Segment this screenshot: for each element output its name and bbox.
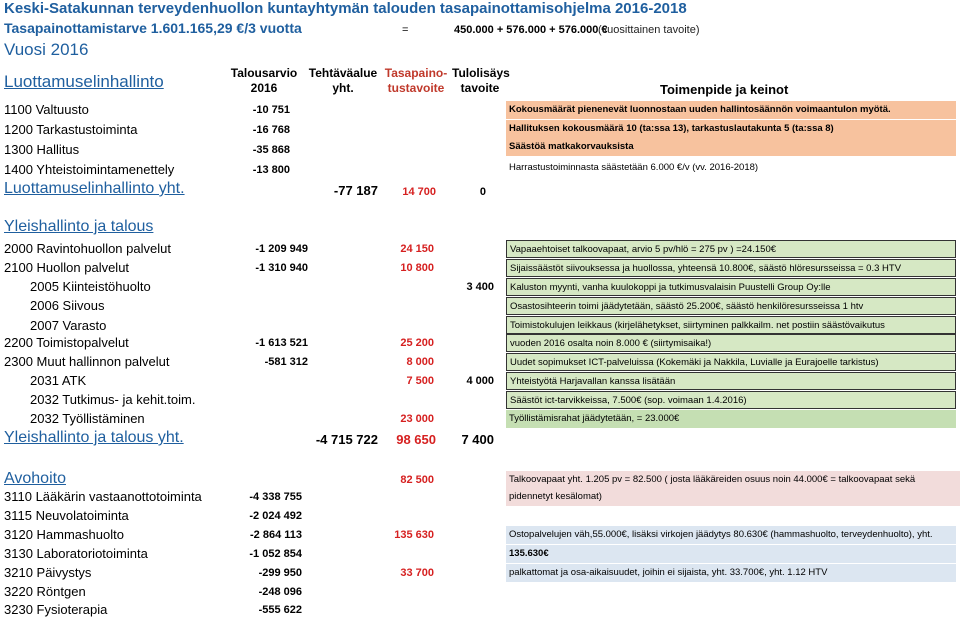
row-label: 3130 Laboratoriotoiminta	[4, 546, 148, 561]
row-budget: -1 209 949	[255, 243, 308, 255]
row-label: 1300 Hallitus	[4, 142, 80, 157]
row-target: 10 800	[400, 262, 434, 274]
row-label: 2032 Tutkimus- ja kehit.toim.	[30, 392, 196, 407]
row-income: 3 400	[466, 281, 494, 293]
section-total-label: Yleishallinto ja talous yht.	[4, 429, 184, 446]
section-title-note: Talkoovapaat yht. 1.205 pv = 82.500 ( josta lääkäreiden osuus noin 44.000€ = talkoovapaat sekä	[506, 471, 960, 489]
row-budget: -16 768	[252, 124, 290, 136]
row-note: Toimistokulujen leikkaus (kirjelähetykset, siirtyminen palkkailm. net postiin säästövaikutus	[506, 316, 956, 334]
row-budget: -299 950	[258, 567, 302, 579]
row-note: Harrastustoiminnasta säästetään 6.000 €/v (vv. 2016-2018)	[509, 162, 759, 173]
header-income: Tulolisäys tavoite	[452, 66, 510, 95]
row-target: 24 150	[400, 243, 434, 255]
equals-sign: =	[402, 24, 409, 36]
row-note: Säästöä matkakorvauksista	[506, 138, 956, 156]
row-note: Kaluston myynti, vanha kuulokoppi ja tutkimusvalaisin Puustelli Group Oy:lle	[506, 278, 956, 296]
row-budget: -1 310 940	[255, 262, 308, 274]
row-budget: -555 622	[258, 604, 302, 616]
row-label: 3210 Päivystys	[4, 565, 92, 580]
section-total-target: 98 650	[396, 432, 436, 447]
row-note: Sijaissäästöt siivouksessa ja huollossa, yhteensä 10.800€, säästö hlöresursseissa = 0.3 HTV	[506, 259, 956, 277]
row-note: Vapaaehtoiset talkoovapaat, arvio 5 pv/hlö = 275 pv ) =24.150€	[506, 240, 956, 258]
row-target: 25 200	[400, 337, 434, 349]
row-note: 135.630€	[506, 545, 956, 563]
header-action: Toimenpide ja keinot	[660, 82, 789, 97]
header-target: Tasapaino-tustavoite	[384, 66, 448, 95]
row-label: 2300 Muut hallinnon palvelut	[4, 354, 170, 369]
row-target: 33 700	[400, 567, 434, 579]
row-label: 3115 Neuvolatoiminta	[4, 508, 129, 523]
row-target: 135 630	[394, 529, 434, 541]
row-label: 2000 Ravintohuollon palvelut	[4, 241, 171, 256]
section-title-yleishallinto: Yleishallinto ja talous	[4, 218, 154, 235]
row-note: vuoden 2016 osalta noin 8.000 € (siirtymisaika!)	[506, 334, 956, 352]
row-budget: -35 868	[252, 144, 290, 156]
row-target: 8 000	[406, 356, 434, 368]
row-budget: -248 096	[258, 586, 302, 598]
section-total-income: 0	[479, 186, 486, 198]
page-title: Keski-Satakunnan terveydenhuollon kuntayhtymän talouden tasapainottamisohjelma 2016-2018	[4, 0, 687, 17]
section-total-area: -4 715 722	[315, 432, 378, 447]
row-label: 2200 Toimistopalvelut	[4, 335, 129, 350]
row-label: 2006 Siivous	[30, 298, 105, 313]
year-title: Vuosi 2016	[4, 40, 89, 59]
row-budget: -2 024 492	[249, 510, 302, 522]
row-label: 2031 ATK	[30, 373, 87, 388]
section-title-luottamus: Luottamuselinhallinto	[4, 72, 164, 91]
header-budget: Talousarvio 2016	[230, 66, 298, 95]
row-budget: -13 800	[252, 164, 290, 176]
row-note: Uudet sopimukset ICT-palveluissa (Kokemäki ja Nakkila, Luvialle ja Eurajoelle tarkistus)	[506, 353, 956, 371]
row-note: Työllistämisrahat jäädytetään, = 23.000€	[506, 410, 956, 428]
row-label: 3230 Fysioterapia	[4, 602, 108, 617]
row-budget: -4 338 755	[249, 491, 302, 503]
section-total-target: 14 700	[402, 186, 436, 198]
header-area: Tehtäväalue yht.	[308, 66, 378, 95]
section-total-area: -77 187	[333, 183, 378, 198]
row-budget: -1 052 854	[249, 548, 302, 560]
row-note: Hallituksen kokousmäärä 10 (ta:ssa 13), tarkastuslautakunta 5 (ta:ssa 8)	[506, 120, 956, 138]
row-label: 2007 Varasto	[30, 318, 107, 333]
row-label: 1100 Valtuusto	[4, 102, 89, 117]
row-note: palkattomat ja osa-aikaisuudet, joihin ei sijaista, yht. 33.700€, yht. 1.12 HTV	[506, 564, 956, 582]
row-note: Säästöt ict-tarvikkeissa, 7.500€ (sop. voimaan 1.4.2016)	[506, 391, 956, 409]
row-label: 2100 Huollon palvelut	[4, 260, 130, 275]
subtitle-value: 450.000 + 576.000 + 576.000 €	[454, 24, 608, 36]
row-note: Kokousmäärät pienenevät luonnostaan uuden hallintosäännön voimaantulon myötä.	[506, 101, 956, 119]
row-label: 3110 Lääkärin vastaanottotoiminta	[4, 489, 202, 504]
row-income: 4 000	[466, 375, 494, 387]
row-label: 1400 Yhteistoimintamenettely	[4, 162, 175, 177]
section-title-target: 82 500	[400, 474, 434, 486]
page-subtitle: Tasapainottamistarve 1.601.165,29 €/3 vuotta	[4, 20, 302, 36]
row-note: Yhteistyötä Harjavallan kanssa lisätään	[506, 372, 956, 390]
row-budget: -581 312	[264, 356, 308, 368]
row-label: 3220 Röntgen	[4, 584, 86, 599]
row-budget: -1 613 521	[255, 337, 308, 349]
section-title-avohoito: Avohoito	[4, 470, 66, 487]
row-label: 2005 Kiinteistöhuolto	[30, 279, 151, 294]
row-budget: -2 864 113	[250, 529, 302, 541]
row-target: 7 500	[406, 375, 434, 387]
row-label: 3120 Hammashuolto	[4, 527, 124, 542]
row-note: Osastosihteerin toimi jäädytetään, säästö 25.200€, säästö henkilöresursseissa 1 htv	[506, 297, 956, 315]
row-target: 23 000	[400, 413, 434, 425]
row-label: 1200 Tarkastustoiminta	[4, 122, 138, 137]
row-label: 2032 Työllistäminen	[30, 411, 145, 426]
section-total-label: Luottamuselinhallinto yht.	[4, 180, 185, 197]
row-budget: -10 751	[252, 104, 290, 116]
section-total-income: 7 400	[461, 432, 494, 447]
row-note: pidennetyt kesälomat)	[506, 488, 960, 506]
subtitle-note: (vuosittainen tavoite)	[598, 24, 700, 36]
row-note: Ostopalvelujen väh,55.000€, lisäksi virkojen jäädytys 80.630€ (hammashuolto, terveydenhuolto), yht.	[506, 526, 956, 544]
